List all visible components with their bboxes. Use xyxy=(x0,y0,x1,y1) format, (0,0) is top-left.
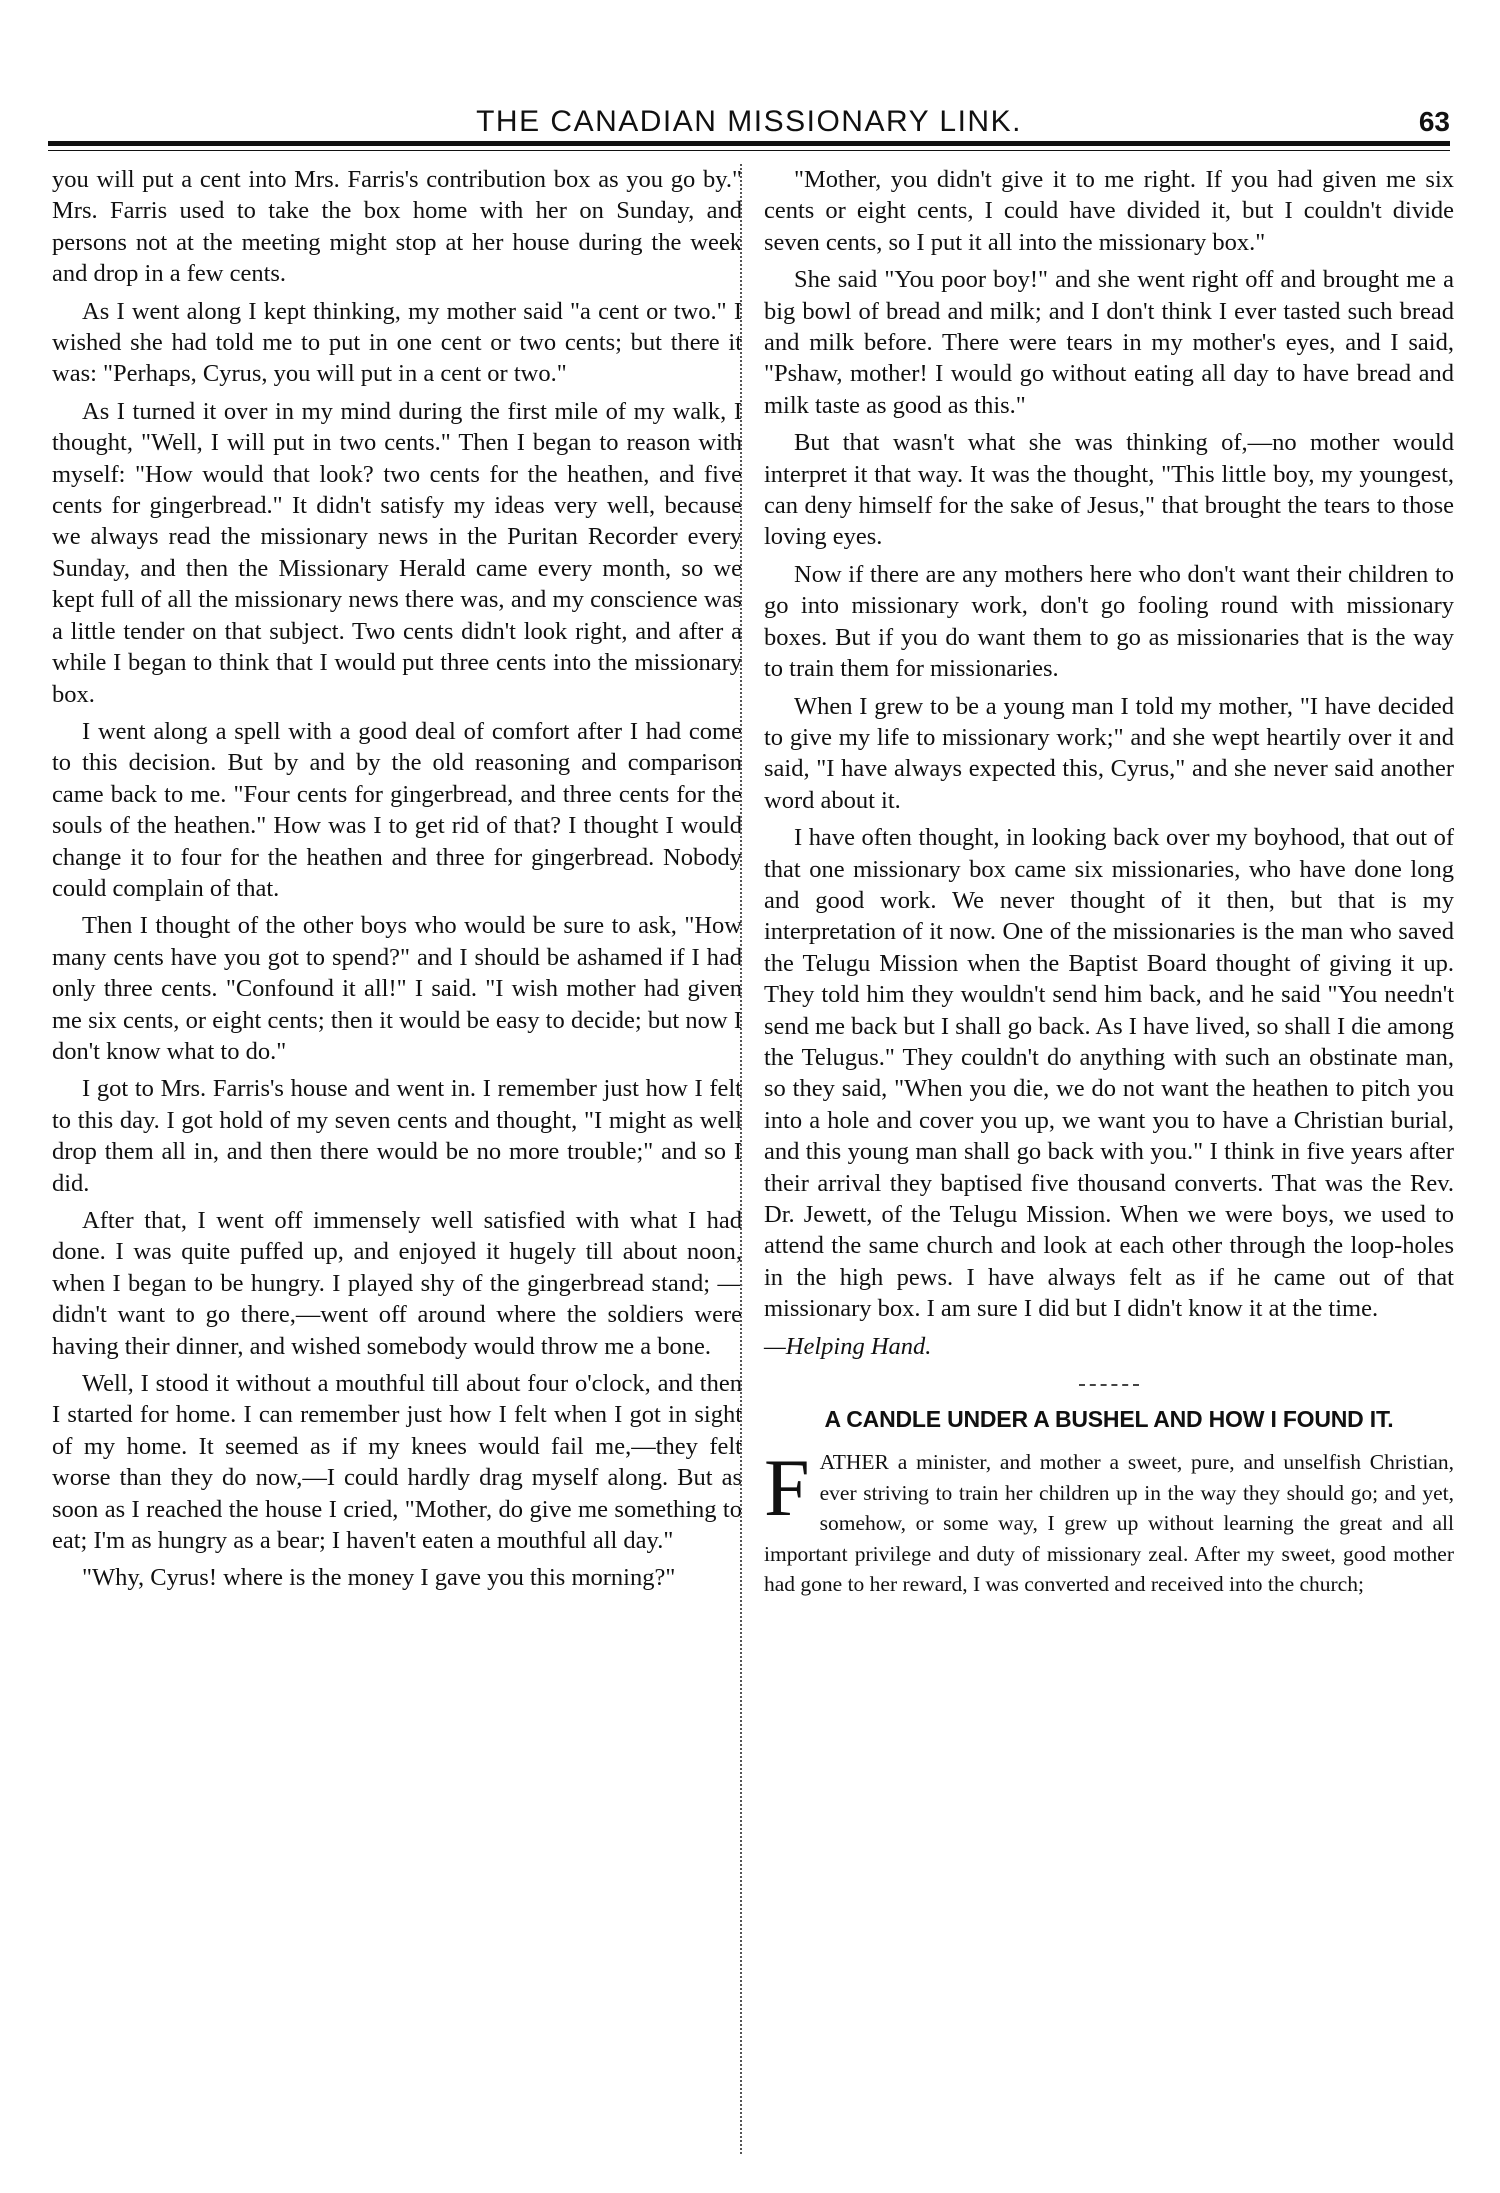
attribution: —Helping Hand. xyxy=(764,1332,932,1360)
paragraph: When I grew to be a young man I told my mother, "I have decided to give my life to missionary work;" and she wept heartily over it and said, "I have always expected this, Cyrus," and she never said another word about it. xyxy=(764,692,1454,814)
paragraph: I got to Mrs. Farris's house and went in. I remember just how I felt to this day. I got hold of my seven cents and thought, "I might as well drop them all in, and then there would be no more trouble;" and so I did. xyxy=(52,1075,742,1197)
paragraph: "Why, Cyrus! where is the money I gave you this morning?" xyxy=(82,1564,676,1592)
paragraph: She said "You poor boy!" and she went right off and brought me a big bowl of bread and milk; and I don't think I ever tasted such bread and milk before. There were tears in my mother's eyes, and I said, "Pshaw, mother! I would go without eating all day to have bread and milk taste as good as this." xyxy=(764,266,1454,419)
drop-cap: F xyxy=(764,1442,810,1534)
article-title: A CANDLE UNDER A BUSHEL AND HOW I FOUND IT. xyxy=(824,1406,1394,1433)
paragraph: I went along a spell with a good deal of comfort after I had come to this decision. But by and by the old reasoning and comparison came back to me. "Four cents for gingerbread, and three cents for the souls of the heathen." How was I to get rid of that? I thought I would change it to four for the heathen and three for gingerbread. Nobody could complain of that. xyxy=(52,717,742,902)
page-number: 63 xyxy=(1418,106,1450,137)
paragraph: Then I thought of the other boys who would be sure to ask, "How many cents have you got to spend?" and I should be ashamed if I had only three cents. "Confound it all!" I said. "I wish mother had given me six cents, or eight cents; then it would be easy to decide; but now I don't know what to do." xyxy=(52,912,742,1065)
header-rule-thin xyxy=(48,150,1450,151)
article-paragraph xyxy=(764,1442,1454,1599)
page-header xyxy=(48,104,1450,140)
paragraph: After that, I went off immensely well satisfied with what I had done. I was quite puffed up, and enjoyed it hugely till about noon, when I began to be hungry. I played shy of the gingerbread stand; —didn't want to go there,—went off around where the soldiers were having their dinner, and wished somebody would throw me a bone. xyxy=(52,1207,742,1360)
left-column xyxy=(52,164,742,1600)
right-column xyxy=(764,164,1454,1605)
paragraph: you will put a cent into Mrs. Farris's contribution box as you go by." Mrs. Farris used to take the box home with her on Sunday, and persons not at the meeting might stop at her house during the week and drop in a few cents. xyxy=(52,166,742,288)
paragraph: "Mother, you didn't give it to me right. If you had given me six cents or eight cents, I could have divided it, but I couldn't divide seven cents, so I put it all into the missionary box." xyxy=(764,166,1454,256)
publication-title: THE CANADIAN MISSIONARY LINK. xyxy=(476,105,1022,138)
article-body xyxy=(764,1442,1454,1599)
column-divider xyxy=(740,164,743,2154)
article-text: ATHER a minister, and mother a sweet, pure, and unselfish Christian, ever striving to train her children up in the way they should go; and yet, somehow, or some way, I grew up without learning the great and all important privilege and duty of missionary zeal. After my sweet, good mother had gone to her reward, I was converted and received into the church; xyxy=(764,1450,1454,1597)
paragraph: I have often thought, in looking back over my boyhood, that out of that one missionary box came six missionaries, who have done long and good work. We never thought of it then, but that is my interpretation of it now. One of the missionaries is the man who saved the Telugu Mission when the Baptist Board thought of giving it up. They told him they wouldn't send him back, and he said "You needn't send me back but I shall go back. As I have lived, so shall I die among the Telugus." They couldn't do anything with such an obstinate man, so they said, "When you die, we do not want the heathen to pitch you into a hole and cover you up, we want you to have a Christian burial, and this young man shall go back with you." I think in five years after their arrival they baptised five thousand converts. That was the Rev. Dr. Jewett, of the Telugu Mission. When we were boys, we used to attend the same church and look at each other through the loop-holes in the high pews. I have always felt as if he came out of that missionary box. I am sure I did but I didn't know it at the time. xyxy=(764,824,1454,1323)
paragraph: Now if there are any mothers here who don't want their children to go into missionary work, don't go fooling round with missionary boxes. But if you do want them to go as missionaries that is the way to train them for missionaries. xyxy=(764,560,1454,683)
header-rule xyxy=(48,141,1450,146)
paragraph: As I went along I kept thinking, my mother said "a cent or two." I wished she had told me to put in one cent or two cents; but there it was: "Perhaps, Cyrus, you will put in a cent or two." xyxy=(52,297,742,388)
paragraph: Well, I stood it without a mouthful till about four o'clock, and then I started for home. I can remember just how I felt when I got in sight of my home. It seemed as if my knees would fail me,—they felt worse than they do now,—I could hardly drag myself along. But as soon as I reached the house I cried, "Mother, do give me something to eat; I'm as hungry as a bear; I haven't eaten a mouthful all day." xyxy=(52,1370,742,1555)
section-separator xyxy=(1079,1384,1139,1386)
paragraph: As I turned it over in my mind during the first mile of my walk, I thought, "Well, I will put in two cents." Then I began to reason with myself: "How would that look? two cents for the heathen, and five cents for gingerbread." It didn't satisfy my ideas very well, because we always read the missionary news in the Puritan Recorder every Sunday, and then the Missionary Herald came every month, so we kept full of all the missionary news there was, and my conscience was a little tender on that subject. Two cents didn't look right, and after a while I began to think that I would put three cents into the missionary box. xyxy=(52,397,742,708)
paragraph: But that wasn't what she was thinking of,—no mother would interpret it that way. It was the thought, "This little boy, my youngest, can deny himself for the sake of Jesus," that brought the tears to those loving eyes. xyxy=(764,429,1454,551)
